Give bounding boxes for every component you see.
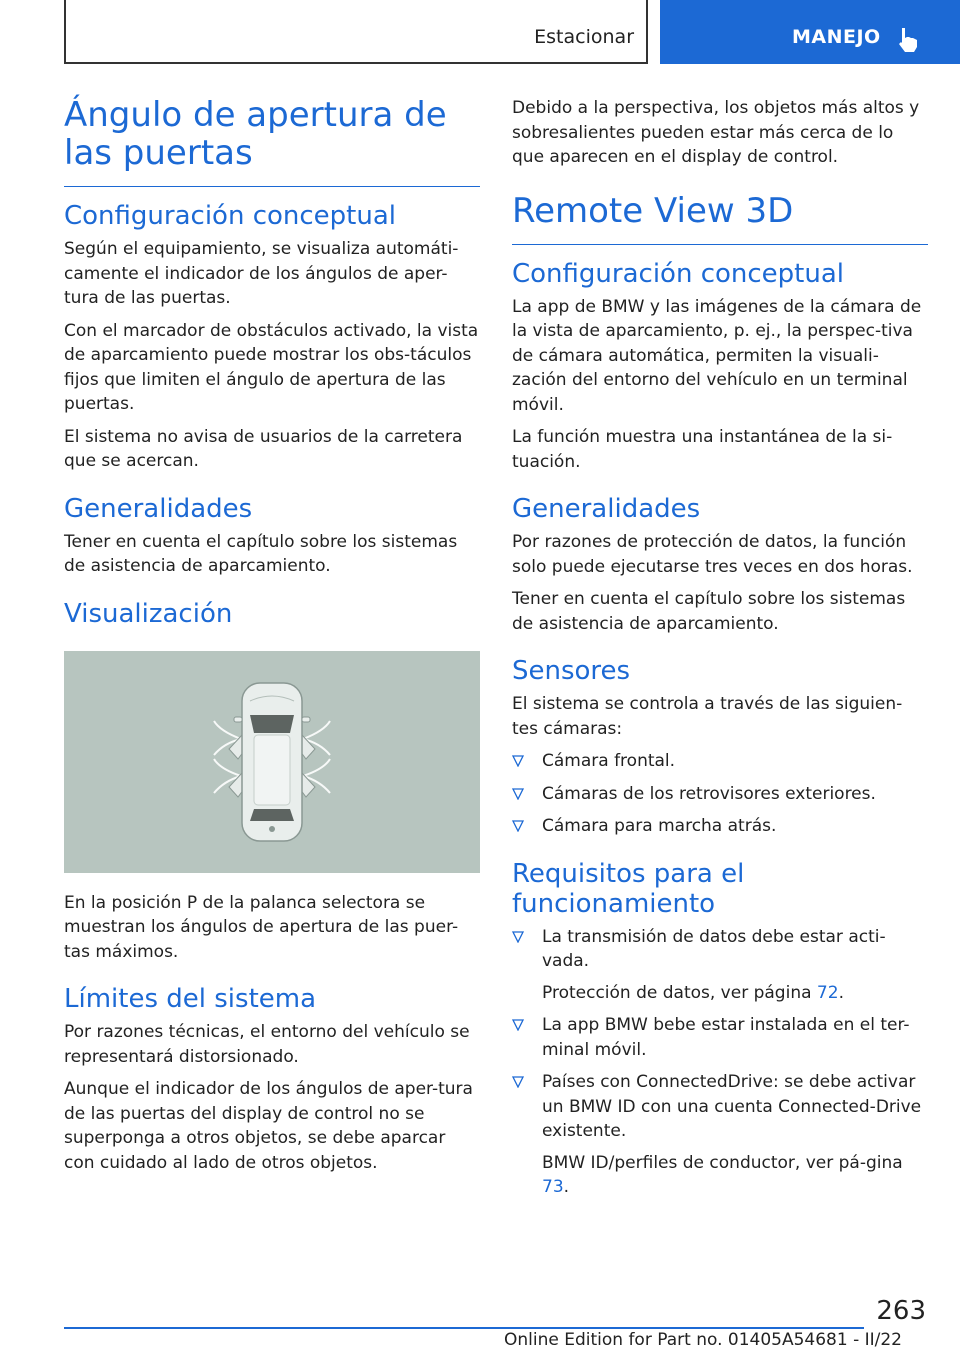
paragraph: Debido a la perspectiva, los objetos más altos y sobresalientes pueden estar más cerca de lo que aparecen en el display de control. — [512, 98, 920, 167]
list-item: La app BMW bebe estar instalada en el ter-minal móvil. — [512, 1013, 928, 1062]
bullet-triangle-icon — [512, 931, 524, 943]
paragraph: Por razones de protección de datos, la función solo puede ejecutarse tres veces en dos horas. — [512, 532, 913, 577]
paragraph: En la posición P de la palanca selectora se muestran los ángulos de apertura de las puer-tas máximos. — [64, 892, 459, 962]
heading-sensores: Sensores — [512, 656, 631, 686]
bullet-triangle-icon — [512, 1076, 524, 1088]
paragraph: La app de BMW y las imágenes de la cámara de la vista de aparcamiento, p. ej., la perspec-tiva de cámara automática, permiten la visuali-zación del entorno del vehículo en un terminal móvil. — [512, 296, 922, 415]
header-chapter-title: MANEJO — [792, 26, 881, 48]
list-item: Cámara frontal. — [512, 749, 928, 774]
bullet-triangle-icon — [512, 788, 524, 800]
list-item: Países con ConnectedDrive: se debe activar un BMW ID con una cuenta Connected-Drive existente. BMW ID/perfiles de conductor, ver pá-gina 73. — [512, 1070, 928, 1200]
paragraph: Por razones técnicas, el entorno del vehículo se representará distorsionado. — [64, 1022, 470, 1067]
car-door-angle-illustration — [64, 651, 480, 873]
bullet-triangle-icon — [512, 820, 524, 832]
page-link-72[interactable]: 72 — [816, 982, 839, 1003]
cross-reference: Protección de datos, ver página 72. — [542, 982, 844, 1003]
heading-configuracion: Configuración conceptual — [512, 258, 844, 289]
paragraph: Con el marcador de obstáculos activado, la vista de aparcamiento puede mostrar los obs-táculos fijos que limiten el ángulo de apertura de las puertas. — [64, 320, 479, 414]
header-section-title: Estacionar — [534, 26, 634, 48]
paragraph: Tener en cuenta el capítulo sobre los sistemas de asistencia de aparcamiento. — [64, 531, 458, 576]
page-number: 263 — [876, 1296, 926, 1326]
paragraph: Según el equipamiento, se visualiza automáti-camente el indicador de los ángulos de aper-tura de las puertas. — [64, 239, 459, 308]
hand-pointer-icon — [896, 26, 920, 54]
heading-generalidades: Generalidades — [512, 494, 701, 524]
edition-note: Online Edition for Part no. 01405A54681 - II/22 — [503, 1330, 902, 1350]
requirements-list — [512, 925, 928, 1200]
left-column — [64, 96, 480, 1183]
paragraph: Aunque el indicador de los ángulos de aper-tura de las puertas del display de control no se superponga a otros objetos, se debe aparcar con cuidado al lado de otros objetos. — [64, 1079, 473, 1173]
list-item: La transmisión de datos debe estar acti-vada. Protección de datos, ver página 72. — [512, 925, 928, 1006]
paragraph: La función muestra una instantánea de la si-tuación. — [512, 427, 893, 472]
list-item: Cámaras de los retrovisores exteriores. — [512, 782, 928, 807]
section-title-remote-view: Remote View 3D — [512, 192, 928, 245]
section-title-door-angle: Ángulo de apertura de las puertas — [64, 96, 480, 187]
header-section-box — [64, 0, 648, 64]
paragraph: El sistema no avisa de usuarios de la carretera que se acercan. — [64, 426, 463, 471]
page-link-73[interactable]: 73 — [542, 1177, 564, 1197]
heading-requisitos: Requisitos para el funcionamiento — [512, 858, 745, 919]
bullet-triangle-icon — [512, 1019, 524, 1031]
heading-generalidades: Generalidades — [64, 493, 253, 524]
paragraph: El sistema se controla a través de las siguien-tes cámaras: — [512, 694, 903, 739]
list-item: Cámara para marcha atrás. — [512, 814, 928, 839]
bullet-triangle-icon — [512, 755, 524, 767]
cross-reference: BMW ID/perfiles de conductor, ver pá-gina 73. — [542, 1152, 903, 1197]
sensor-list — [512, 749, 928, 839]
heading-visualizacion: Visualización — [64, 598, 233, 629]
right-column — [512, 96, 928, 1208]
heading-limites: Límites del sistema — [64, 984, 317, 1014]
heading-configuracion: Configuración conceptual — [64, 201, 396, 231]
paragraph: Tener en cuenta el capítulo sobre los sistemas de asistencia de aparcamiento. — [512, 589, 906, 634]
footer-divider — [64, 1327, 864, 1329]
car-top-view-icon — [64, 651, 480, 873]
